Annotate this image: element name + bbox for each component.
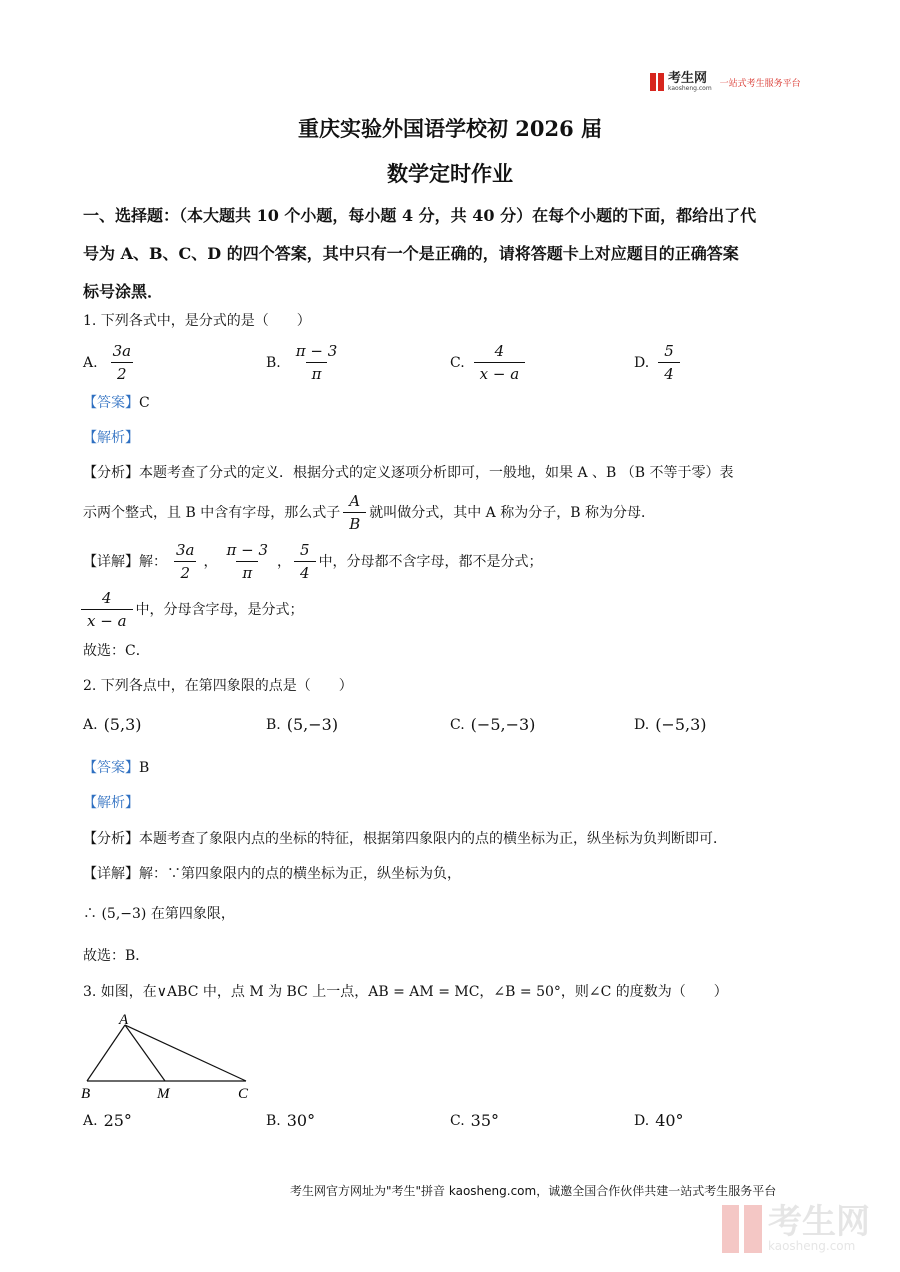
option-value: (5,−3) — [286, 715, 339, 734]
denominator: 2 — [111, 362, 133, 385]
kaosheng-logo-icon — [650, 73, 664, 91]
watermark-domain: kaosheng.com — [768, 1239, 856, 1253]
q2-fenxi — [83, 829, 727, 849]
side-ac — [125, 1025, 246, 1081]
q2-option-d — [634, 715, 707, 734]
point-label-c: C — [238, 1086, 249, 1102]
denominator: 4 — [658, 362, 680, 385]
option-label: D. — [634, 716, 650, 733]
detail-text: 解：∵第四象限内的点的横坐标为正，纵坐标为负， — [139, 866, 461, 882]
q2-therefore: ∴ (5,−3) 在第四象限， — [83, 906, 235, 922]
q2-detail — [83, 864, 461, 884]
section-heading — [83, 197, 823, 311]
q1-conclusion: 故选：C． — [83, 643, 150, 659]
fenxi-text: 本题考查了分式的定义．根据分式的定义逐项分析即可，一般地，如果 A 、B （B 不等于零）表 — [139, 465, 734, 481]
denominator: x − a — [81, 609, 133, 632]
fenxi-text: 本题考查了象限内点的坐标的特征，根据第四象限内的点的横坐标为正，纵坐标为负判断即可． — [139, 831, 727, 847]
denominator: 4 — [294, 561, 316, 584]
side-ab — [87, 1025, 125, 1081]
q1-option-a — [83, 340, 140, 385]
q1-option-d — [634, 340, 683, 385]
fenxi-text: 就叫做分式，其中 A 称为分子，B 称为分母． — [369, 504, 655, 521]
fraction-a-over-b — [343, 490, 366, 535]
fraction — [294, 539, 316, 584]
q1-detail-line1 — [83, 539, 543, 584]
numerator: 4 — [494, 342, 505, 360]
triangle-figure — [75, 1008, 265, 1103]
fraction — [107, 340, 138, 385]
answer-tag: 【答案】 — [83, 760, 139, 776]
fenxi-text: 示两个整式，且 B 中含有字母，那么式子 — [83, 504, 341, 521]
q3-option-d — [634, 1111, 684, 1130]
logo-text — [668, 72, 712, 92]
separator: ， — [203, 553, 218, 570]
q1-analysis-tag: 【解析】 — [83, 430, 139, 446]
option-label: A. — [83, 716, 98, 733]
denominator: x − a — [474, 362, 526, 385]
fenxi-tag: 【分析】 — [83, 465, 139, 481]
denominator: π — [306, 362, 328, 385]
q1-answer — [83, 393, 150, 413]
fraction — [170, 539, 201, 584]
q1-fenxi-line2 — [83, 490, 655, 535]
fraction — [658, 340, 680, 385]
q2-stem: 2. 下列各点中，在第四象限的点是（ ） — [83, 678, 353, 694]
separator: ， — [277, 553, 292, 570]
option-label: C. — [450, 716, 465, 733]
fraction — [81, 587, 133, 632]
point-label-m: M — [157, 1086, 170, 1102]
detail-text: 中，分母都不含字母，都不是分式； — [318, 553, 543, 570]
watermark — [722, 1202, 870, 1253]
section-line-1: 一、选择题：（本大题共 10 个小题，每小题 4 分，共 40 分）在每个小题的下面，都给出了代 — [83, 206, 757, 225]
denominator: π — [236, 561, 258, 584]
watermark-text — [768, 1202, 870, 1253]
watermark-name: 考生网 — [768, 1202, 870, 1242]
numerator: π − 3 — [226, 541, 269, 559]
q3-stem: 3. 如图，在∨ABC 中，点 M 为 BC 上一点，AB = AM = MC，∠B = 50°，则∠C 的度数为（ ） — [83, 984, 728, 1000]
option-value: 40° — [655, 1111, 684, 1130]
option-label: D. — [634, 1112, 650, 1129]
q2-option-b — [266, 715, 338, 734]
detail-text: 中，分母含字母，是分式； — [135, 601, 304, 618]
option-label: C. — [450, 354, 465, 371]
page-title: 重庆实验外国语学校初 2026 届 — [297, 116, 603, 141]
numerator: 4 — [101, 589, 112, 607]
q1-fenxi-line1 — [83, 463, 734, 483]
q2-answer — [83, 758, 149, 778]
point-label-b: B — [81, 1086, 91, 1102]
detail-tag: 【详解】 — [83, 553, 139, 570]
q1-detail-line2 — [78, 587, 304, 632]
option-label: A. — [83, 1112, 98, 1129]
numerator: 3a — [176, 541, 195, 559]
option-value: 30° — [286, 1111, 316, 1130]
option-label: B. — [266, 716, 281, 733]
logo-name: 考生网 — [668, 71, 708, 86]
segment-am — [125, 1025, 165, 1081]
option-label: A. — [83, 354, 98, 371]
q3-option-b — [266, 1111, 315, 1130]
denominator: B — [343, 512, 366, 535]
numerator: 3a — [112, 342, 132, 360]
numerator: 5 — [664, 342, 674, 360]
fenxi-tag: 【分析】 — [83, 831, 139, 847]
q2-analysis-tag: 【解析】 — [83, 795, 139, 811]
section-line-3: 标号涂黑． — [83, 282, 164, 301]
fraction — [290, 340, 344, 385]
denominator: 2 — [174, 561, 196, 584]
fraction — [221, 539, 275, 584]
fraction — [474, 340, 526, 385]
option-value: (−5,−3) — [470, 715, 536, 734]
detail-prefix: 解： — [139, 553, 167, 570]
option-label: D. — [634, 354, 650, 371]
numerator: 5 — [300, 541, 310, 559]
option-label: C. — [450, 1112, 465, 1129]
detail-tag: 【详解】 — [83, 866, 139, 882]
logo-domain: kaosheng.com — [668, 85, 712, 92]
option-label: B. — [266, 354, 281, 371]
point-label-a: A — [119, 1012, 129, 1028]
option-value: 35° — [470, 1111, 500, 1130]
q2-option-a — [83, 715, 142, 734]
option-label: B. — [266, 1112, 281, 1129]
numerator: π − 3 — [295, 342, 338, 360]
option-value: 25° — [103, 1111, 132, 1130]
q3-option-a — [83, 1111, 132, 1130]
page-footer: 考生网官方网址为"考生"拼音 kaosheng.com，诚邀全国合作伙伴共建一站式考生服务平台 — [290, 1184, 777, 1198]
option-value: (5,3) — [103, 715, 142, 734]
answer-tag: 【答案】 — [83, 395, 139, 411]
page-subtitle: 数学定时作业 — [387, 161, 513, 186]
q1-option-c — [450, 340, 528, 385]
q2-option-c — [450, 715, 535, 734]
option-value: (−5,3) — [655, 715, 707, 734]
answer-value: C — [139, 395, 150, 411]
header-logo — [650, 72, 801, 92]
logo-slogan: 一站式考生服务平台 — [719, 78, 801, 89]
watermark-logo-icon — [722, 1205, 762, 1253]
q3-option-c — [450, 1111, 499, 1130]
q1-stem: 1. 下列各式中，是分式的是（ ） — [83, 313, 311, 329]
q1-option-b — [266, 340, 346, 385]
numerator: A — [349, 492, 361, 510]
q2-conclusion: 故选：B． — [83, 948, 150, 964]
section-line-2: 号为 A、B、C、D 的四个答案，其中只有一个是正确的，请将答题卡上对应题目的正确答案 — [83, 244, 739, 263]
answer-value: B — [139, 760, 150, 776]
